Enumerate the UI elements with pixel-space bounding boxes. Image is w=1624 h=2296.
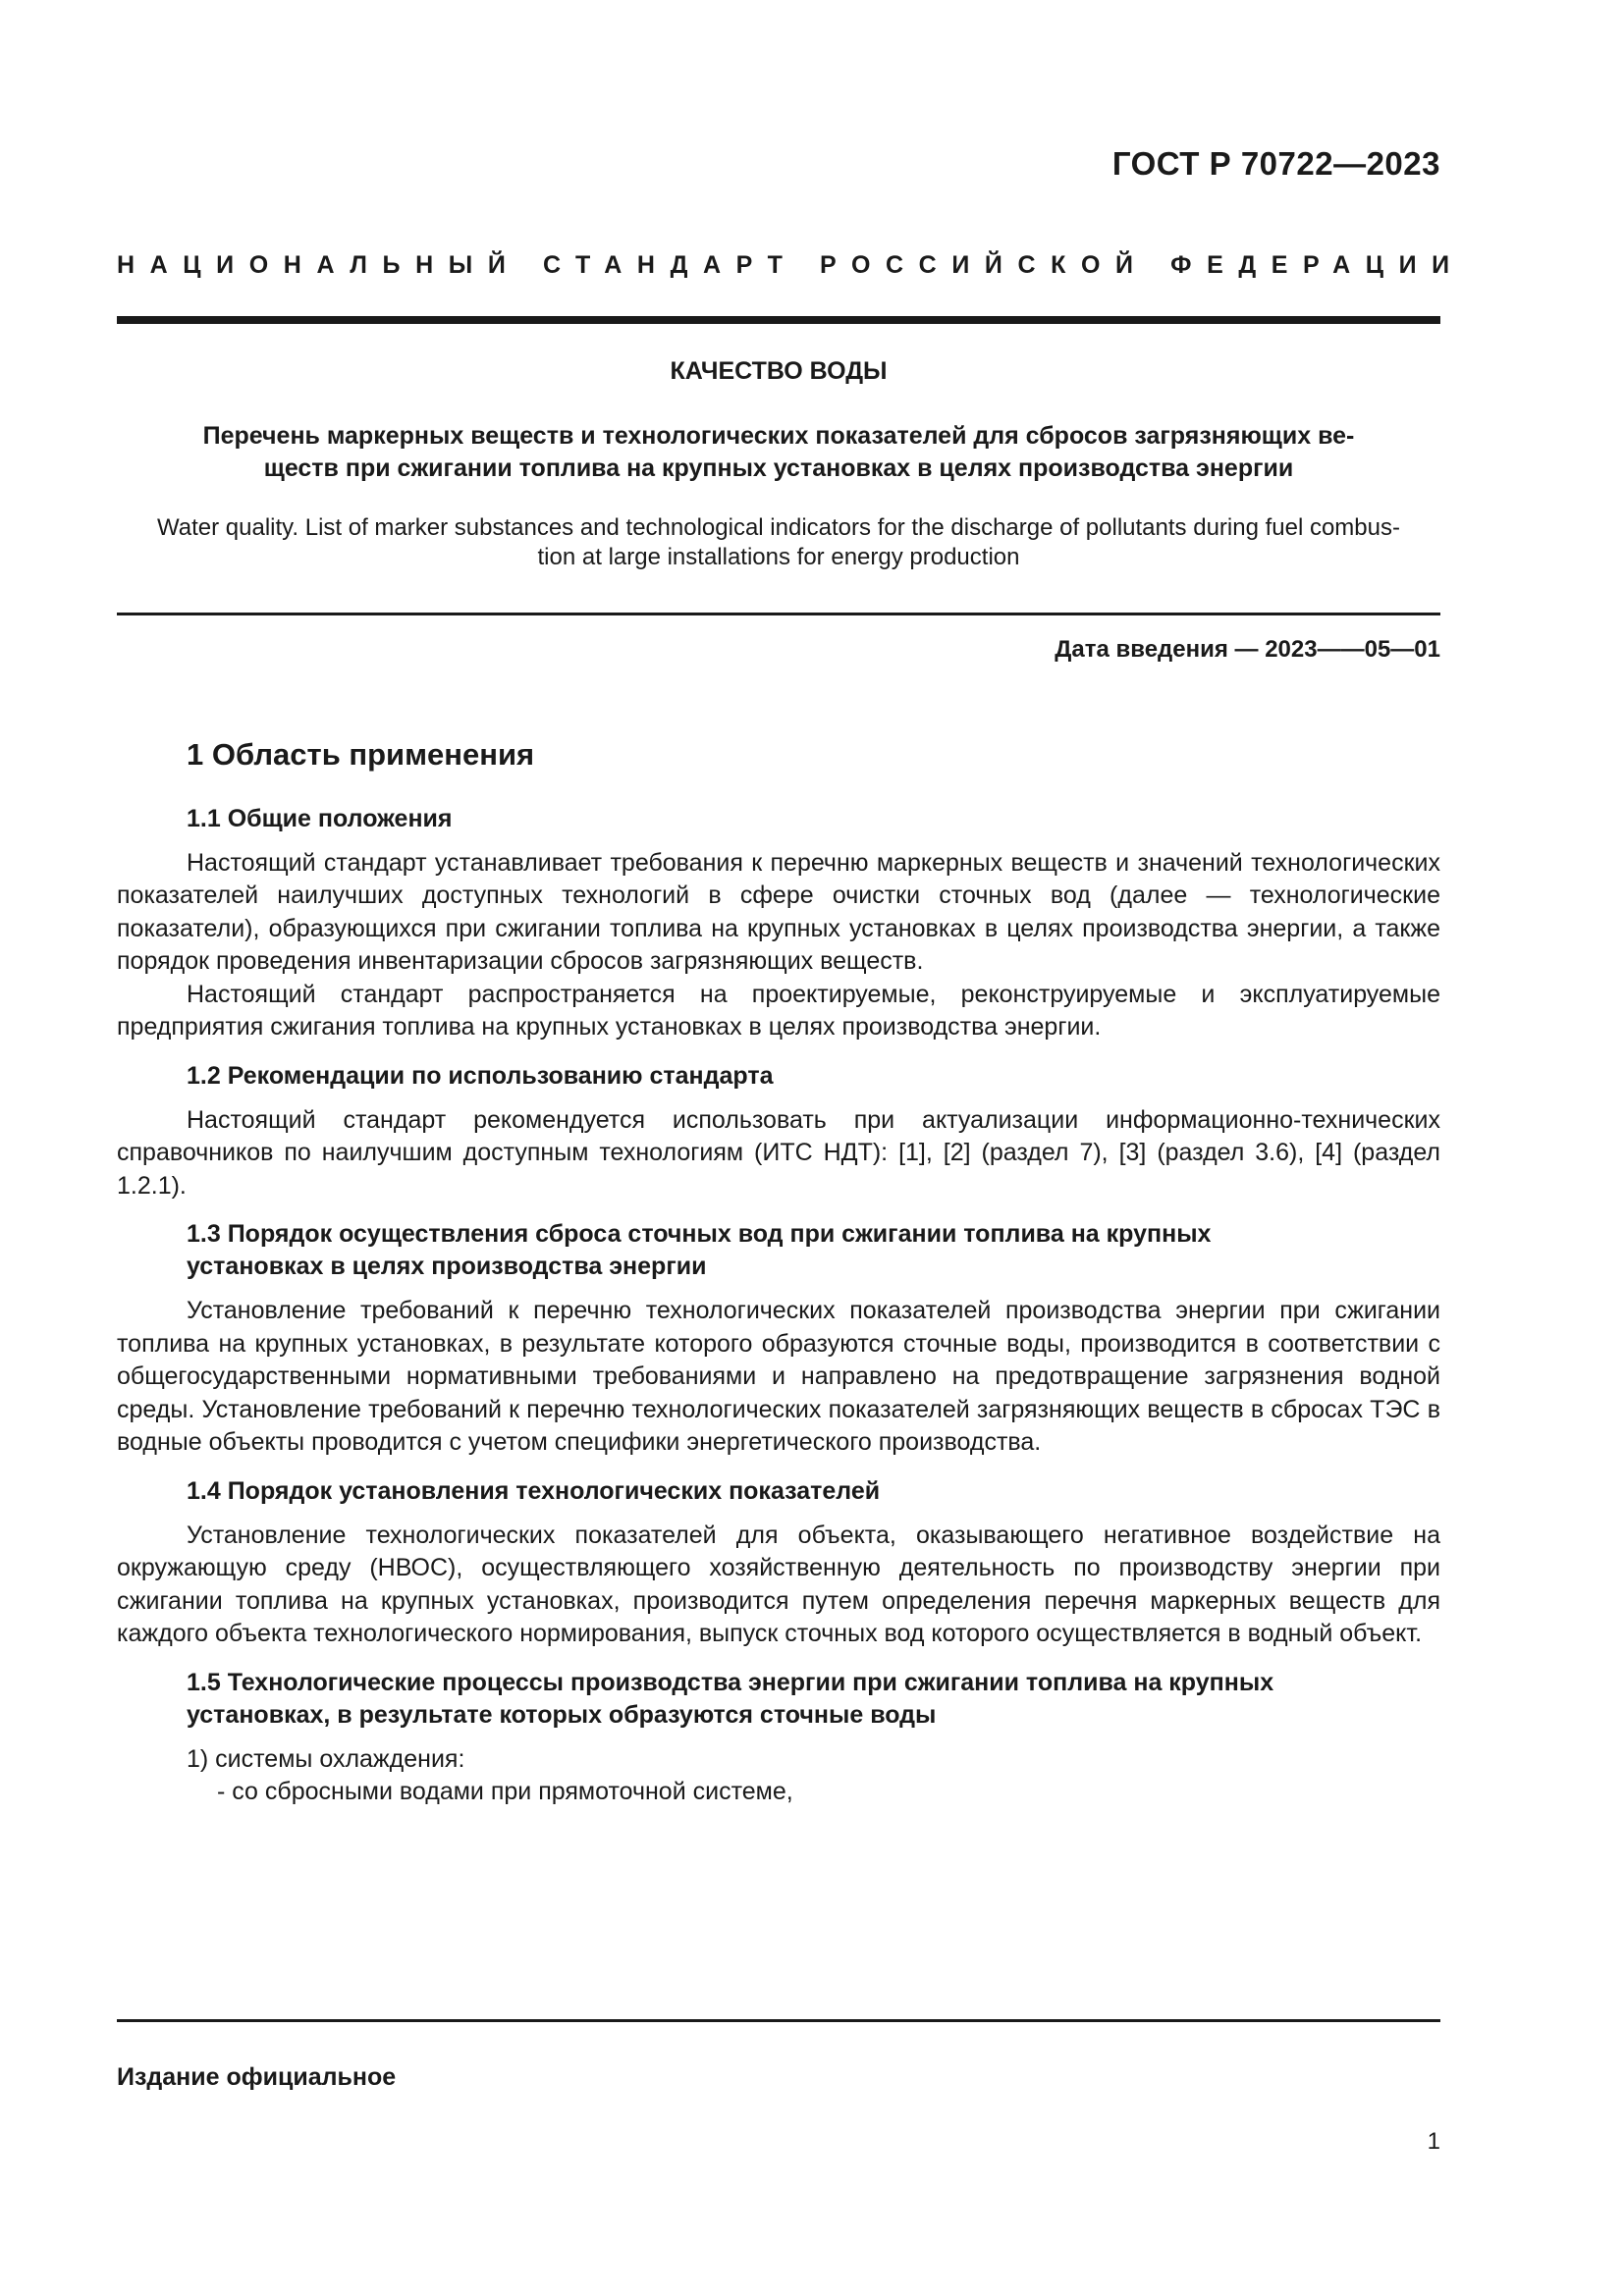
subsection-title: 1.4 Порядок установления технологических показателей [187, 1476, 881, 1505]
subsection-title [187, 1218, 1440, 1283]
subtitle-en-line: tion at large installations for energy production [537, 544, 1020, 570]
official-edition-label: Издание официальное [117, 2063, 397, 2091]
subsection-title-line: 1.3 Порядок осуществления сброса сточных вод при сжигании топлива на крупных [187, 1220, 1212, 1248]
subsection-title: 1.2 Рекомендации по использованию стандарта [187, 1061, 774, 1090]
document-body [117, 738, 1440, 1825]
paragraph: Настоящий стандарт рекомендуется использовать при актуализации информационно-технических справочников по наилучшим доступным технологиям (ИТС НДТ): [1], [2] (раздел 7), [3] (раздел 3.6), [4] (раздел 1.2.1). [117, 1105, 1440, 1200]
subtitle-ru-line: ществ при сжигании топлива на крупных установках в целях производства энергии [263, 454, 1294, 482]
subsection-1-1 [117, 803, 1440, 1044]
paragraph: Настоящий стандарт устанавливает требования к перечню маркерных веществ и значений технологических показателей наилучших доступных технологий в сфере очистки сточных вод (далее — технологические показатели), образующихся при сжигании топлива на крупных установках в целях производства энергии, а также порядок проведения инвентаризации сбросов загрязняющих веществ. [117, 848, 1440, 975]
title-divider [117, 613, 1440, 615]
list-subitem: - со сбросными водами при прямоточной системе, [217, 1778, 793, 1805]
header-divider [117, 316, 1440, 324]
subsection-title-line: установках в целях производства энергии [187, 1253, 707, 1280]
subsection-1-4 [117, 1475, 1440, 1651]
subsection-1-3 [117, 1218, 1440, 1460]
subsection-title-line: 1.5 Технологические процессы производства энергии при сжигании топлива на крупных [187, 1668, 1274, 1696]
subsection-title: 1.1 Общие положения [187, 804, 453, 832]
subsection-title-line: установках, в результате которых образуются сточные воды [187, 1700, 937, 1729]
subtitle-ru-line: Перечень маркерных веществ и технологических показателей для сбросов загрязняющих ве- [202, 422, 1355, 450]
paragraph: Установление технологических показателей для объекта, оказывающего негативное воздействие на окружающую среду (НВОС), осуществляющего хозяйственную деятельность по производству энергии при сжигании топлива на крупных установках, производится путем определения перечня маркерных веществ для каждого объекта технологического нормирования, выпуск сточных вод которого осуществляется в водный объект. [117, 1521, 1440, 1647]
introduction-date: Дата введения — 2023——05—01 [1055, 636, 1440, 663]
subsection-title [187, 1667, 1440, 1732]
subsection-1-5 [117, 1667, 1440, 1809]
subsection-1-2 [117, 1060, 1440, 1203]
section-title: 1 Область применения [187, 737, 535, 772]
document-number: ГОСТ Р 70722—2023 [1111, 145, 1440, 182]
national-standard-heading: НАЦИОНАЛЬНЫЙ СТАНДАРТ РОССИЙСКОЙ ФЕДЕРАЦИИ [117, 251, 1465, 279]
page-number: 1 [1427, 2128, 1440, 2155]
paragraph: Настоящий стандарт распространяется на проектируемые, реконструируемые и эксплуатируемые предприятия сжигания топлива на крупных установках в целях производства энергии. [117, 980, 1440, 1041]
document-title: КАЧЕСТВО ВОДЫ [670, 357, 888, 385]
subtitle-en-line: Water quality. List of marker substances and technological indicators for the discharge of pollutants during fuel combus- [157, 514, 1400, 541]
list-item: 1) системы охлаждения: [187, 1744, 465, 1773]
document-subtitle-ru [117, 420, 1440, 485]
footer-divider [117, 2019, 1440, 2022]
document-subtitle-en [117, 513, 1440, 572]
paragraph: Установление требований к перечню технологических показателей производства энергии при сжигании топлива на крупных установках, в результате которого образуются сточные воды, производится в соответствии с общегосударственными нормативными требованиями и направлено на предотвращение загрязнения водной среды. Установление требований к перечню технологических показателей загрязняющих веществ в сбросах ТЭС в водные объекты проводится с учетом специфики энергетического производства. [117, 1297, 1440, 1456]
